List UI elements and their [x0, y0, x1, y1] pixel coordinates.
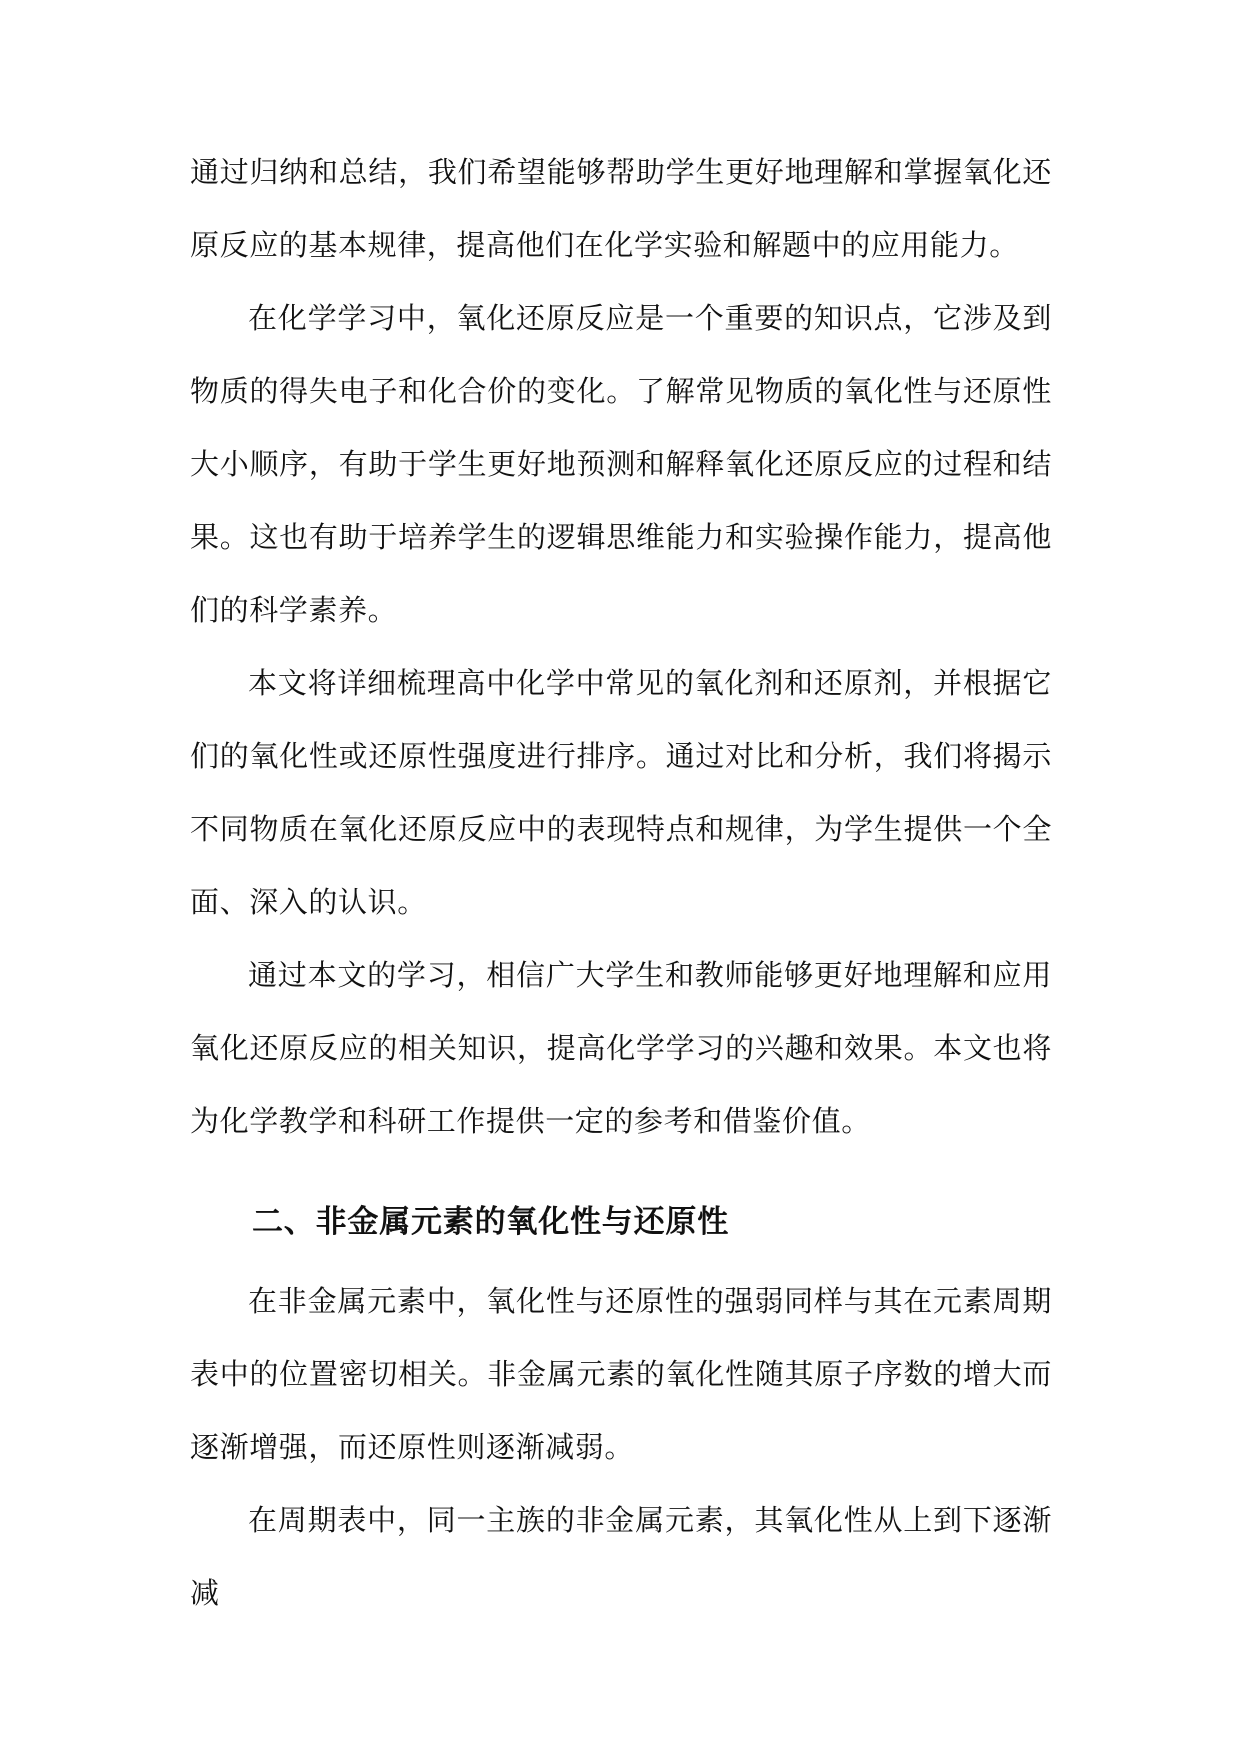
paragraph-5: 在非金属元素中，氧化性与还原性的强弱同样与其在元素周期表中的位置密切相关。非金属元素的氧化性随其原子序数的增大而逐渐增强，而还原性则逐渐减弱。 — [190, 1284, 1052, 1464]
paragraph-4: 通过本文的学习，相信广大学生和教师能够更好地理解和应用氧化还原反应的相关知识，提高化学学习的兴趣和效果。本文也将为化学教学和科研工作提供一定的参考和借鉴价值。 — [190, 958, 1052, 1138]
paragraph-3: 本文将详细梳理高中化学中常见的氧化剂和还原剂，并根据它们的氧化性或还原性强度进行排序。通过对比和分析，我们将揭示不同物质在氧化还原反应中的表现特点和规律，为学生提供一个全面、深入的认识。 — [190, 666, 1052, 919]
document-page — [190, 136, 1052, 1630]
paragraph-2: 在化学学习中，氧化还原反应是一个重要的知识点，它涉及到物质的得失电子和化合价的变化。了解常见物质的氧化性与还原性大小顺序，有助于学生更好地预测和解释氧化还原反应的过程和结果。这也有助于培养学生的逻辑思维能力和实验操作能力，提高他们的科学素养。 — [190, 301, 1052, 627]
paragraph-6: 在周期表中，同一主族的非金属元素，其氧化性从上到下逐渐减 — [190, 1503, 1052, 1610]
paragraph-1: 通过归纳和总结，我们希望能够帮助学生更好地理解和掌握氧化还原反应的基本规律，提高他们在化学实验和解题中的应用能力。 — [190, 155, 1052, 262]
section-heading: 二、非金属元素的氧化性与还原性 — [252, 1204, 729, 1240]
